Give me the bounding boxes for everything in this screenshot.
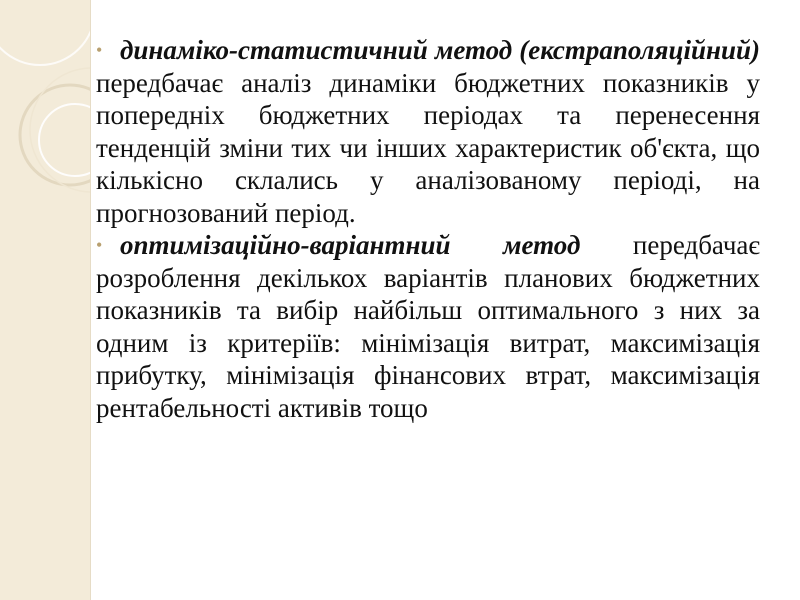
bullet-dot: • xyxy=(96,235,103,255)
method-term: динаміко-статистичний метод (екстраполяційний) xyxy=(120,35,760,65)
decorative-circles xyxy=(0,0,90,600)
bullet-item-1 xyxy=(96,34,760,229)
method-description: передбачає розроблення декількох варіантів планових бюджетних показників та вибір найбільш оптимального з них за одним із критеріїв: мінімізація витрат, максимізація прибутку, мінімізація фінансових втрат, максимізація рентабельності активів тощо xyxy=(96,230,760,423)
bullet-dot: • xyxy=(96,40,103,60)
method-description: передбачає аналіз динаміки бюджетних показників у попередніх бюджетних періодах та перенесення тенденцій зміни тих чи інших характеристик об'єкта, що кількісно склались у аналізованому періоді, на прогнозований період. xyxy=(96,67,760,228)
decorative-side-panel xyxy=(0,0,91,600)
bullet-item-2 xyxy=(96,229,760,424)
method-term: оптимізаційно-варіантний метод xyxy=(120,230,581,260)
slide-body xyxy=(96,34,760,424)
